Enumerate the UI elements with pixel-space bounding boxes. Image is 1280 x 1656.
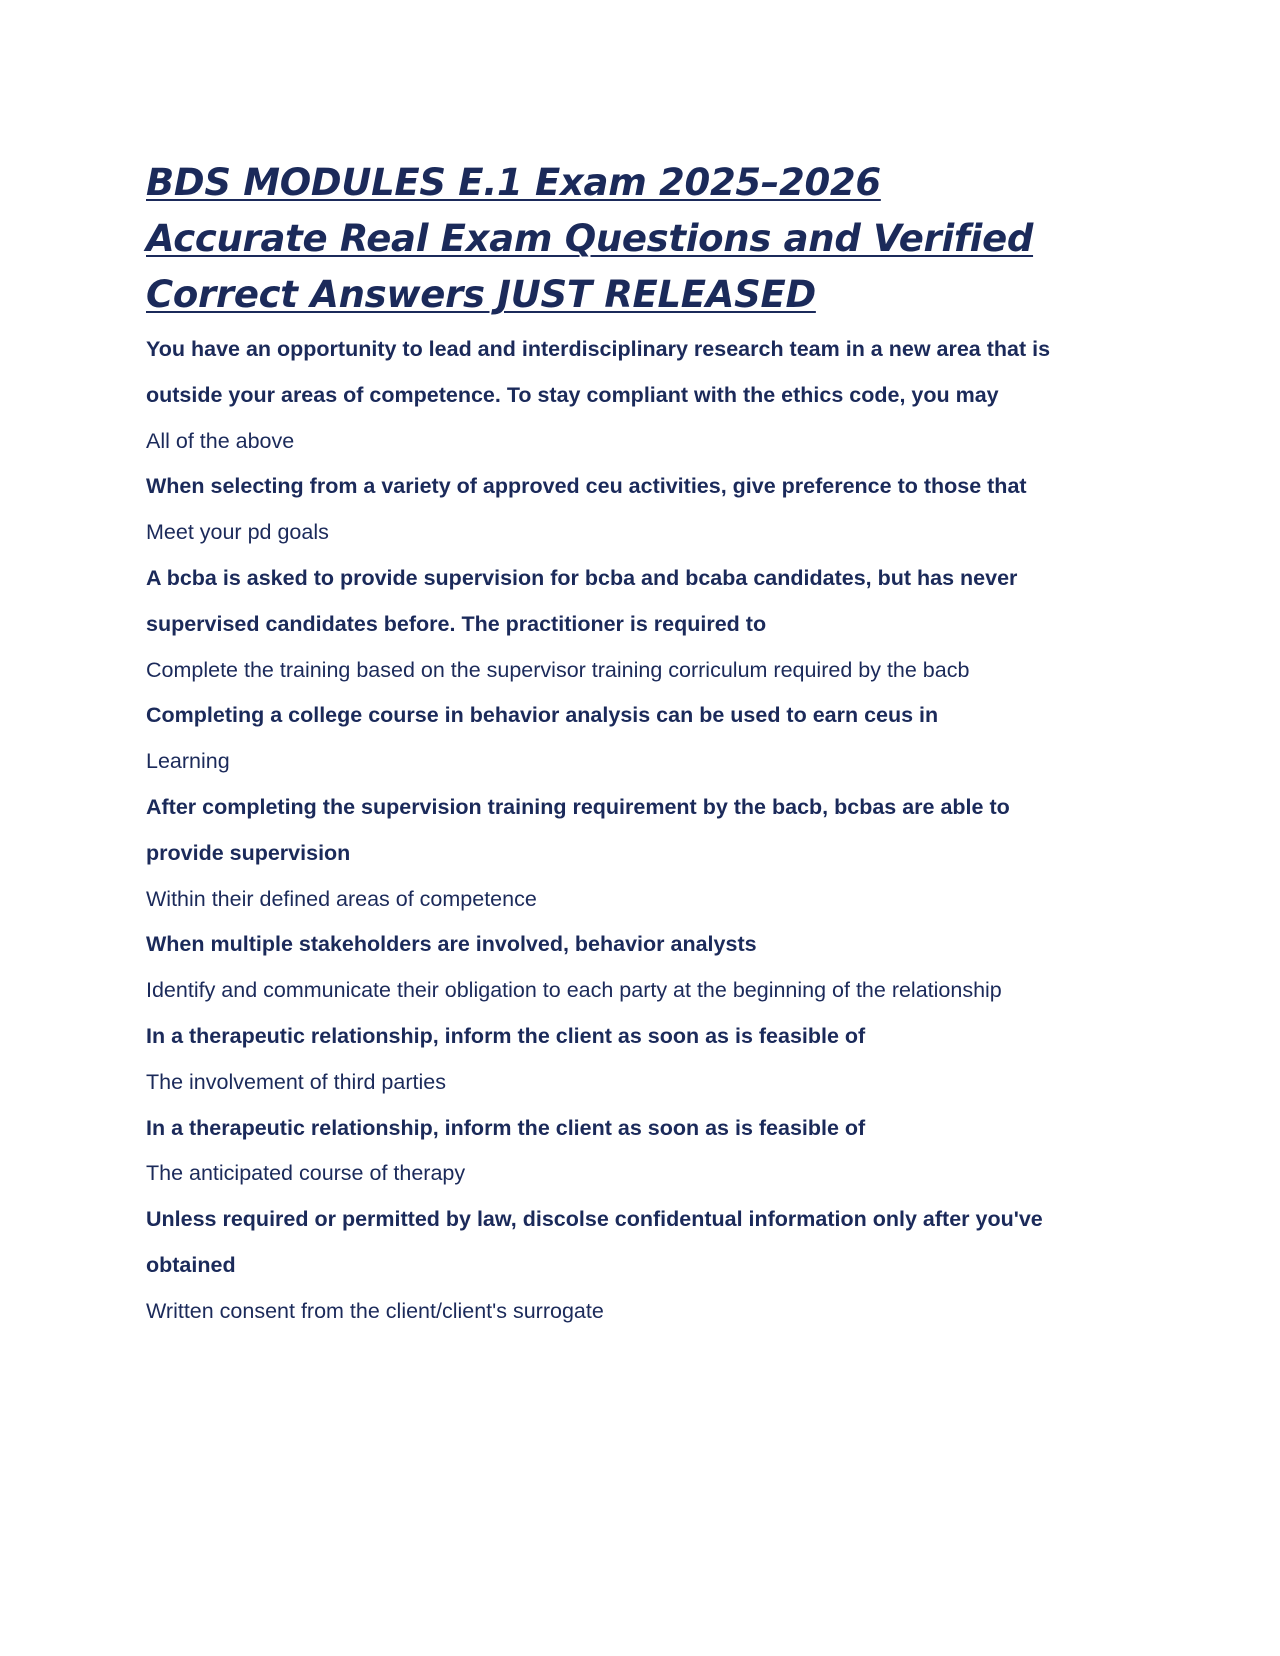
question-text: A bcba is asked to provide supervision for bcba and bcaba candidates, but has never supervised candidates before. The practitioner is required to: [146, 565, 1018, 636]
question-text: After completing the supervision training requirement by the bacb, bcbas are able to provide supervision: [146, 794, 1010, 865]
qa-item: [146, 1014, 1066, 1106]
document-title: BDS MODULES E.1 Exam 2025–2026 Accurate Real Exam Questions and Verified Correct Answers JUST RELEASED: [146, 161, 1034, 316]
answer-text: Written consent from the client/client's surrogate: [146, 1298, 604, 1323]
qa-item: [146, 785, 1066, 922]
qa-item: [146, 556, 1066, 693]
answer-text: Identify and communicate their obligation to each party at the beginning of the relationship: [146, 978, 1002, 1003]
answer-text: Complete the training based on the supervisor training corriculum required by the bacb: [146, 657, 970, 682]
qa-item: [146, 327, 1066, 464]
question-text: In a therapeutic relationship, inform the client as soon as is feasible of: [146, 1115, 866, 1140]
qa-item: [146, 922, 1066, 1014]
answer-text: The anticipated course of therapy: [146, 1161, 466, 1186]
answer-text: Learning: [146, 749, 230, 774]
question-text: In a therapeutic relationship, inform the client as soon as is feasible of: [146, 1023, 866, 1048]
answer-text: The involvement of third parties: [146, 1069, 446, 1094]
qa-list: [146, 327, 1066, 1335]
answer-text: Meet your pd goals: [146, 520, 329, 545]
qa-item: [146, 1106, 1066, 1198]
question-text: Unless required or permitted by law, discolse confidentual information only after you've obtained: [146, 1207, 1043, 1277]
qa-item: [146, 1197, 1066, 1334]
qa-item: [146, 693, 1066, 785]
question-text: Completing a college course in behavior analysis can be used to earn ceus in: [146, 703, 939, 728]
answer-text: Within their defined areas of competence: [146, 886, 537, 911]
question-text: When multiple stakeholders are involved, behavior analysts: [146, 932, 757, 957]
answer-text: All of the above: [146, 428, 295, 453]
question-text: You have an opportunity to lead and interdisciplinary research team in a new area that is outside your areas of competence. To stay compliant with the ethics code, you may: [146, 337, 1051, 407]
qa-item: [146, 464, 1066, 556]
question-text: When selecting from a variety of approved ceu activities, give preference to those that: [146, 474, 1027, 499]
document-body: [146, 155, 1066, 1335]
